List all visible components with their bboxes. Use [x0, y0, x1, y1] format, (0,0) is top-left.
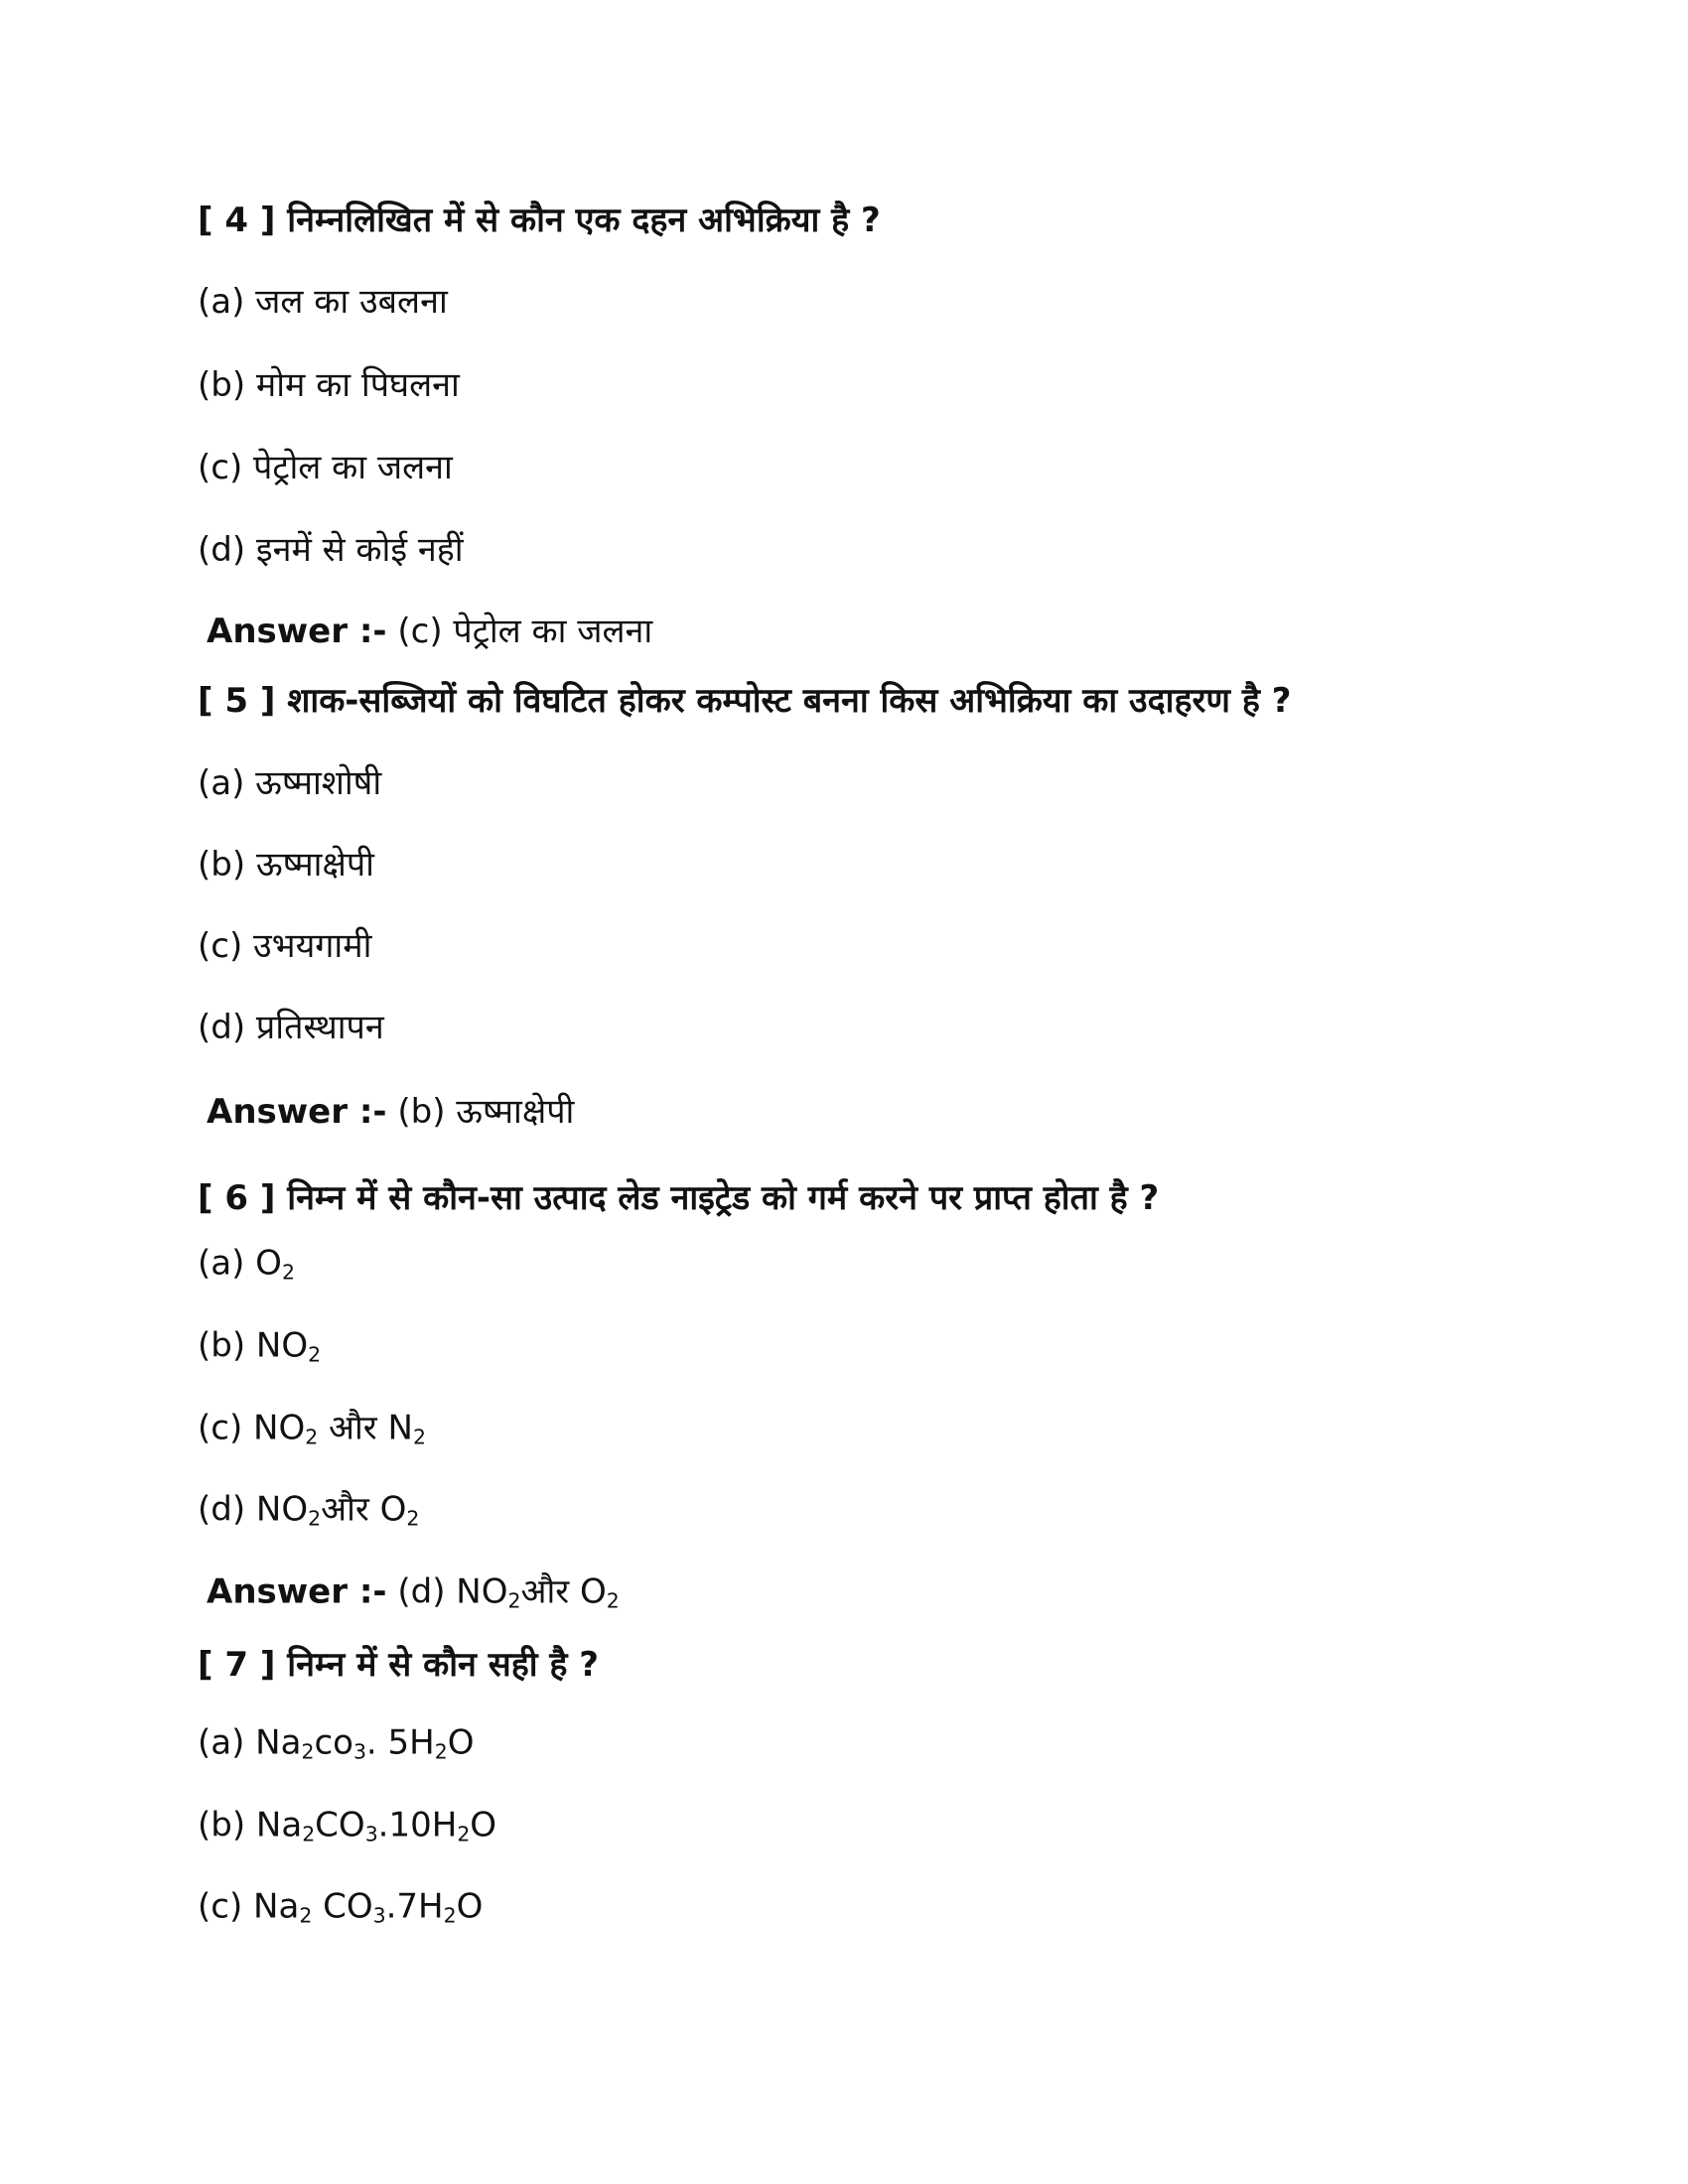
- question-number: [ 6 ]: [198, 1178, 276, 1218]
- answer-value: [397, 1092, 574, 1132]
- subscript: 3: [352, 1739, 366, 1764]
- text-segment: (a) ऊष्माशोषी: [198, 763, 382, 803]
- text-segment: (c) उभयगामी: [198, 926, 372, 966]
- question-text: निम्नलिखित में से कौन एक दहन अभिक्रिया है ?: [287, 201, 881, 240]
- text-segment: और N: [318, 1408, 413, 1448]
- subscript: 2: [507, 1588, 521, 1613]
- subscript: 2: [412, 1425, 426, 1449]
- text-segment: और O: [321, 1489, 407, 1530]
- answer-line: [207, 1090, 574, 1134]
- text-segment: (c) पेट्रोल का जलना: [397, 612, 653, 651]
- text-segment: O: [447, 1722, 475, 1763]
- subscript: 3: [372, 1903, 386, 1928]
- text-segment: और O: [520, 1571, 607, 1612]
- text-segment: (a) Na: [198, 1722, 302, 1763]
- text-segment: (d) NO: [198, 1489, 309, 1530]
- option-item: [198, 1006, 384, 1049]
- subscript: 2: [406, 1506, 420, 1531]
- question-number: [ 5 ]: [198, 681, 276, 721]
- text-segment: (b) Na: [198, 1805, 303, 1845]
- question-heading: [198, 199, 881, 242]
- question-number: [ 4 ]: [198, 201, 276, 240]
- answer-line: [207, 610, 652, 653]
- text-segment: (b) ऊष्माक्षेपी: [397, 1092, 575, 1132]
- option-item: [198, 1487, 419, 1540]
- subscript: 2: [606, 1588, 620, 1613]
- text-segment: (c) NO: [198, 1408, 306, 1448]
- subscript: 2: [302, 1822, 316, 1846]
- subscript: 2: [434, 1739, 448, 1764]
- subscript: 2: [308, 1506, 322, 1531]
- answer-value: [397, 1571, 619, 1611]
- answer-label: Answer :-: [207, 612, 387, 651]
- option-item: [198, 1323, 321, 1376]
- option-item: [198, 1803, 496, 1855]
- text-segment: (c) Na: [198, 1886, 300, 1927]
- subscript: 2: [443, 1903, 457, 1928]
- option-item: [198, 843, 374, 887]
- option-item: [198, 1406, 426, 1458]
- answer-label: Answer :-: [207, 1571, 387, 1612]
- subscript: 2: [281, 1260, 295, 1285]
- text-segment: (d) NO: [397, 1571, 508, 1612]
- question-text: शाक-सब्जियों को विघटित होकर कम्पोस्ट बनना किस अभिक्रिया का उदाहरण है ?: [287, 681, 1292, 721]
- subscript: 2: [457, 1822, 471, 1846]
- text-segment: O: [470, 1805, 497, 1845]
- answer-value: [397, 612, 652, 651]
- subscript: 2: [299, 1903, 313, 1928]
- text-segment: (b) ऊष्माक्षेपी: [198, 845, 374, 885]
- question-text: निम्न में से कौन-सा उत्पाद लेड नाइट्रेड को गर्म करने पर प्राप्त होता है ?: [287, 1178, 1160, 1218]
- text-segment: O: [456, 1886, 484, 1927]
- subscript: 2: [305, 1425, 319, 1449]
- subscript: 2: [301, 1739, 315, 1764]
- text-segment: (a) जल का उबलना: [198, 282, 448, 322]
- subscript: 2: [308, 1342, 322, 1367]
- text-segment: (d) प्रतिस्थापन: [198, 1008, 384, 1047]
- question-number: [ 7 ]: [198, 1645, 276, 1685]
- text-segment: CO: [315, 1805, 365, 1845]
- text-segment: . 5H: [365, 1722, 435, 1763]
- text-segment: (b) NO: [198, 1325, 309, 1366]
- option-item: [198, 761, 381, 805]
- subscript: 3: [364, 1822, 378, 1846]
- question-text: निम्न में से कौन सही है ?: [287, 1645, 600, 1685]
- option-item: [198, 1241, 295, 1294]
- option-item: [198, 1884, 483, 1937]
- question-heading: [198, 1176, 1159, 1220]
- option-item: [198, 280, 448, 324]
- text-segment: co: [314, 1722, 353, 1763]
- option-item: [198, 528, 464, 572]
- text-segment: (d) इनमें से कोई नहीं: [198, 530, 464, 570]
- question-heading: [198, 1643, 599, 1687]
- text-segment: (b) मोम का पिघलना: [198, 365, 460, 405]
- question-heading: [198, 679, 1291, 723]
- option-item: [198, 363, 460, 407]
- text-segment: .7H: [385, 1886, 444, 1927]
- text-segment: .10H: [377, 1805, 458, 1845]
- text-segment: (a) O: [198, 1243, 282, 1284]
- option-item: [198, 924, 371, 968]
- option-item: [198, 446, 453, 489]
- text-segment: CO: [312, 1886, 373, 1927]
- answer-line: [207, 1570, 620, 1622]
- answer-label: Answer :-: [207, 1092, 387, 1132]
- text-segment: (c) पेट्रोल का जलना: [198, 448, 453, 487]
- option-item: [198, 1720, 475, 1773]
